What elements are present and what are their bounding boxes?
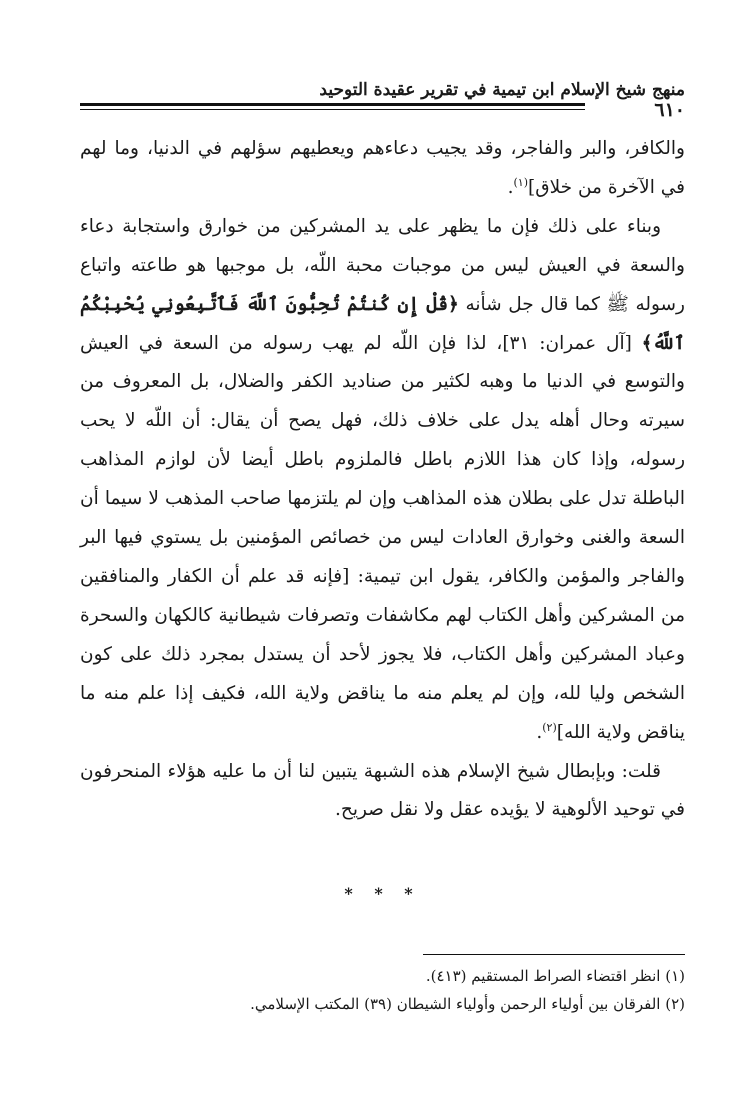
text-segment: وبناء على ذلك فإن ما يظهر على يد المشركين من خوارق واستجابة دعاء والسعة في العيش ليس من موجبات محبة اللّه، بل موجبها هو طاعته واتباع رسوله ﷺ كما قال جل شأنه [80, 215, 685, 315]
paragraph [80, 130, 685, 208]
quran-verse: ﴿قُلْ إِن كُنتُمْ تُحِبُّونَ ٱللَّهَ فَٱتَّبِعُونِي يُحْبِبْكُمُ ٱللَّهُ﴾ [80, 293, 685, 354]
footnote-2: (٢) الفرقان بين أولياء الرحمن وأولياء الشيطان (٣٩) المكتب الإسلامي. [250, 995, 685, 1013]
footnotes [80, 962, 685, 1018]
text-segment: . [536, 721, 543, 743]
footnote-1: (١) انظر اقتضاء الصراط المستقيم (٤١٣). [425, 967, 685, 985]
paragraph [80, 753, 685, 831]
paragraph [80, 208, 685, 753]
footnote-marker: (١) [513, 175, 529, 189]
section-separator: * * * [344, 884, 421, 903]
page [80, 72, 685, 1072]
page-number: ٦١٠ [654, 99, 685, 121]
text-segment: قلت: وبإبطال شيخ الإسلام هذه الشبهة يتبين لنا أن ما عليه هؤلاء المنحرفون في توحيد الألوهية لا يؤيده عقل ولا نقل صريح. [80, 760, 685, 821]
footnote-marker: (٢) [542, 720, 557, 734]
footnote-rule [423, 954, 685, 955]
running-header-title: منهج شيخ الإسلام ابن تيمية في تقرير عقيدة التوحيد [319, 80, 685, 100]
text-segment: والكافر، والبر والفاجر، وقد يجيب دعاءهم ويعطيهم سؤلهم في الدنيا، وما لهم في الآخرة من خلاق] [80, 138, 685, 198]
text-segment: . [507, 176, 514, 198]
header-rule [80, 103, 585, 110]
body-text [80, 130, 685, 830]
text-segment: [آل عمران: ٣١]، لذا فإن اللّه لم يهب رسوله من السعة في العيش والتوسع في الدنيا ما وهبه لكثير من صناديد الكفر والضلال، بل المعروف من سيرته وحال أهله يدل على خلاف ذلك، فهل يصح أن يقال: أن اللّه لا يحب رسوله، وإذا كان هذا اللازم باطل فالملزوم باطل أيضا لأن لوازم المذاهب الباطلة تدل على بطلان هذه المذاهب وإن لم يلتزمها صاحب المذهب لا سيما أن السعة والغنى وخوارق العادات ليس من خصائص المؤمنين بل يستوي فيها البر والفاجر والمؤمن والكافر، يقول ابن تيمية: [فإنه قد علم أن الكفار والمنافقين من المشركين وأهل الكتاب لهم مكاشفات وتصرفات شيطانية كالكهان والسحرة وعباد المشركين وأهل الكتاب، فلا يجوز لأحد أن يستدل بمجرد ذلك على كون الشخص وليا لله، وإن لم يعلم منه ما يناقض ولاية الله، فكيف إذا علم منه ما يناقض ولاية الله] [80, 332, 685, 743]
